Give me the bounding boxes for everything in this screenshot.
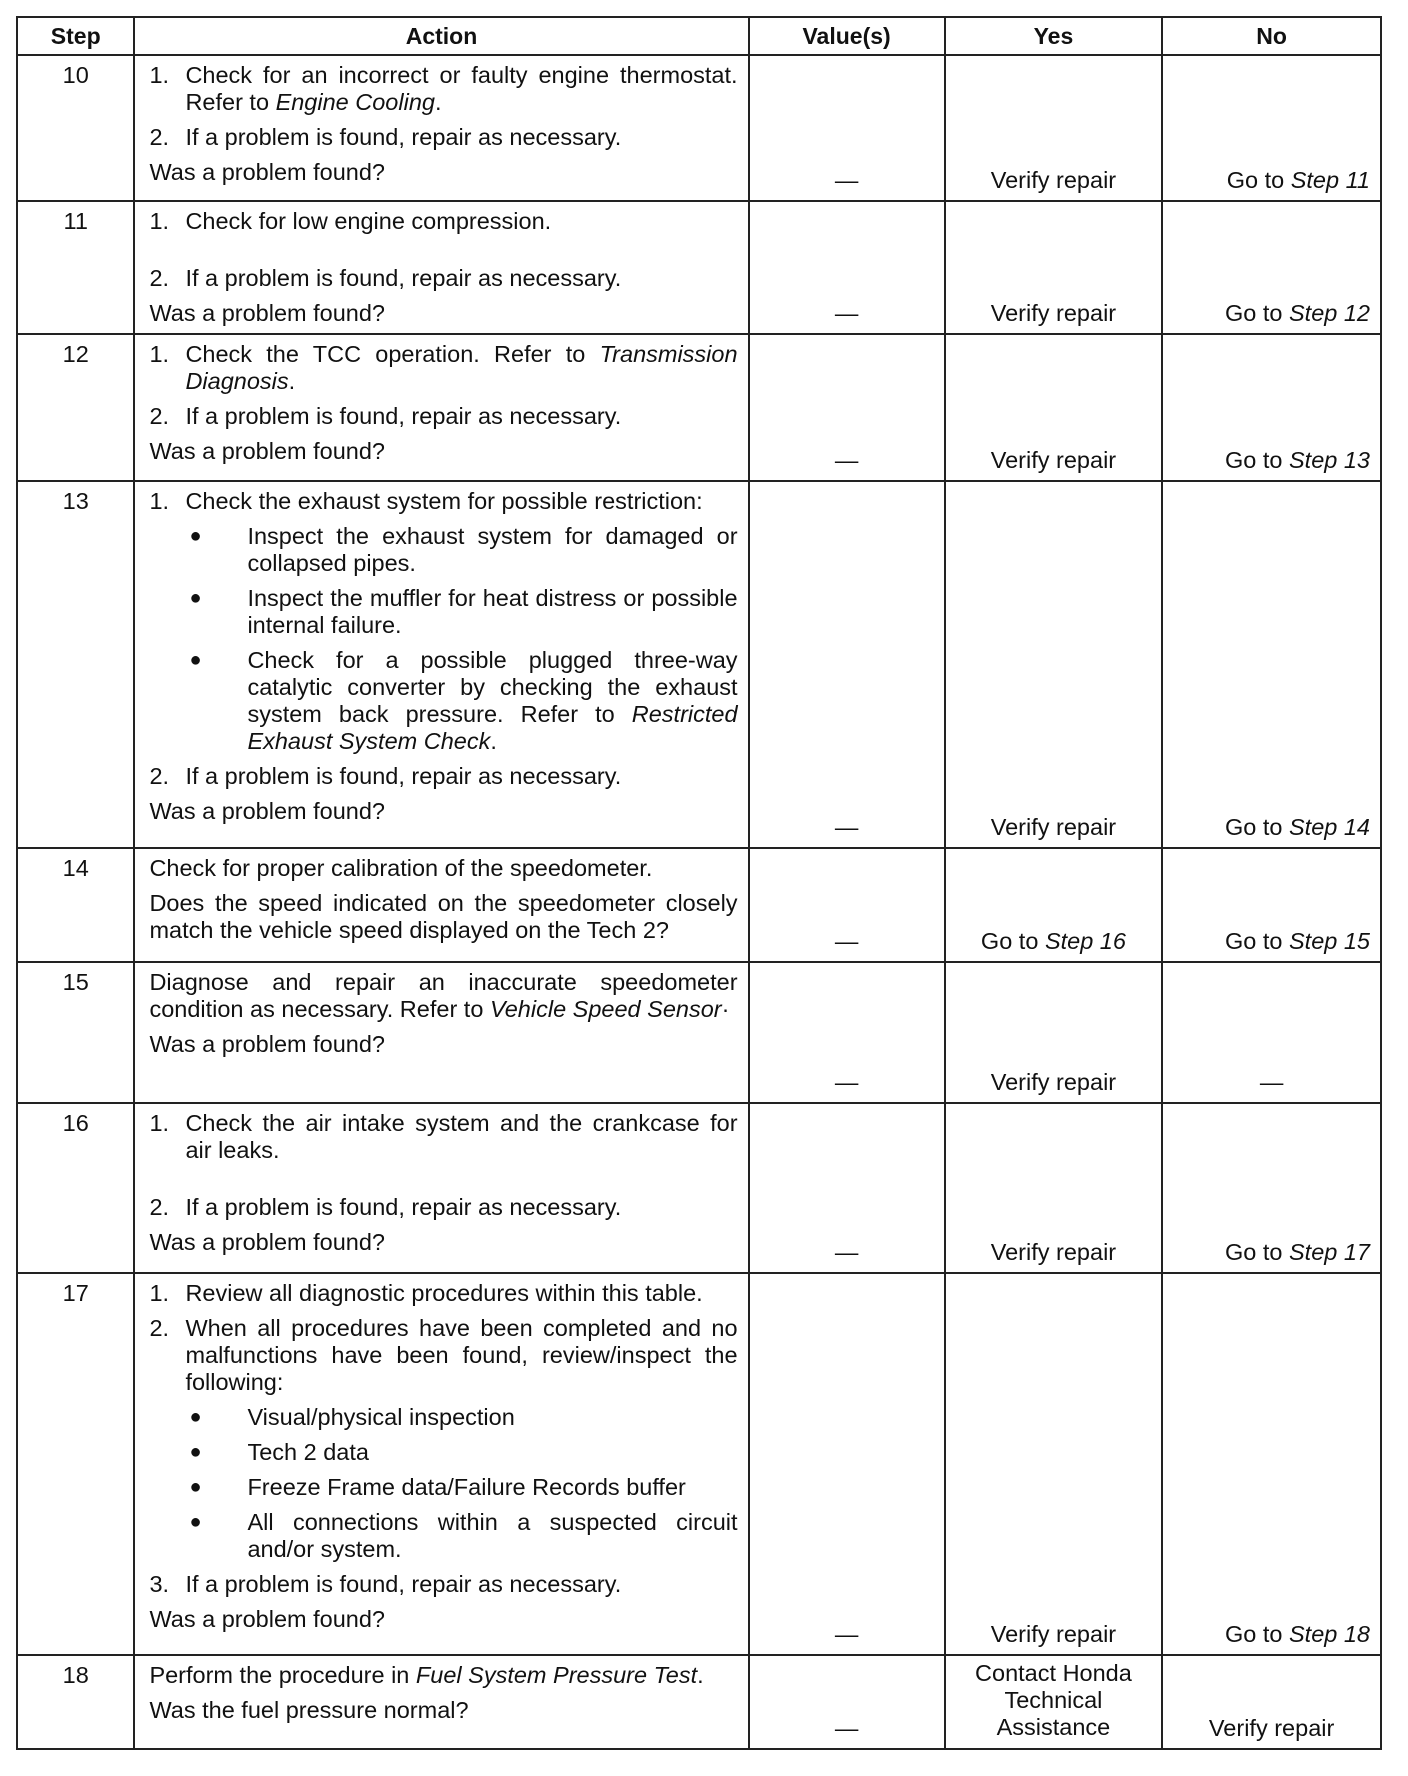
diagnostic-steps-table	[16, 16, 1382, 1750]
no-text: Go to	[1224, 928, 1289, 954]
item-number: 1.	[149, 1110, 170, 1136]
yes-cell	[945, 1655, 1163, 1749]
step-number: 13	[17, 481, 134, 848]
item-number: 3.	[149, 1571, 170, 1597]
no-text: Go to	[1224, 1621, 1289, 1647]
yes-cell	[945, 201, 1163, 334]
step-reference: Step 15	[1288, 928, 1370, 954]
question-text: Was a problem found?	[149, 1031, 385, 1057]
bullet-text: Tech 2 data	[247, 1439, 369, 1465]
bullet-text: Inspect the exhaust system for damaged or collapsed pipes.	[247, 523, 738, 576]
action-text: Perform the procedure in	[149, 1662, 416, 1688]
yes-text: Verify repair	[990, 447, 1117, 473]
bullet-text: Check for a possible plugged three-way catalytic converter by checking the exhaust system back pressure. Refer to	[247, 647, 738, 727]
header-no: No	[1162, 17, 1381, 55]
question-text: Was a problem found?	[149, 438, 385, 464]
no-text: —	[1259, 1069, 1284, 1095]
action-cell	[134, 55, 748, 201]
action-text: If a problem is found, repair as necessary.	[185, 403, 622, 429]
no-cell	[1162, 1655, 1381, 1749]
reference-text: Fuel System Pressure Test	[415, 1662, 698, 1688]
table-row	[17, 55, 1381, 201]
yes-text: Verify repair	[990, 814, 1117, 840]
table-row	[17, 962, 1381, 1103]
table-header-row	[17, 17, 1381, 55]
bullet-text: .	[490, 728, 497, 754]
no-text: Verify repair	[1208, 1715, 1335, 1741]
yes-cell	[945, 481, 1163, 848]
action-text: Check for an incorrect or faulty engine thermostat. Refer to	[185, 62, 738, 115]
no-cell	[1162, 481, 1381, 848]
step-number: 17	[17, 1273, 134, 1655]
no-cell	[1162, 55, 1381, 201]
table-row	[17, 201, 1381, 334]
value-cell	[749, 55, 945, 201]
header-step: Step	[17, 17, 134, 55]
value-text: —	[834, 300, 859, 326]
action-cell	[134, 481, 748, 848]
value-text: —	[834, 167, 859, 193]
step-number: 14	[17, 848, 134, 962]
value-cell	[749, 201, 945, 334]
no-cell	[1162, 201, 1381, 334]
step-reference: Step 18	[1288, 1621, 1370, 1647]
value-text: —	[834, 1069, 859, 1095]
action-cell	[134, 1103, 748, 1273]
action-text: .	[434, 89, 442, 115]
step-reference: Step 12	[1288, 300, 1370, 326]
no-text: Go to	[1226, 167, 1291, 193]
question-text: Does the speed indicated on the speedometer closely match the vehicle speed displayed on the Tech 2?	[149, 890, 738, 943]
header-yes: Yes	[945, 17, 1163, 55]
item-number: 2.	[149, 403, 170, 429]
no-cell	[1162, 848, 1381, 962]
value-cell	[749, 1273, 945, 1655]
yes-text: Verify repair	[990, 300, 1117, 326]
action-text: Check the TCC operation. Refer to	[185, 341, 600, 367]
action-text: If a problem is found, repair as necessary.	[185, 265, 622, 291]
reference-text: Engine Cooling	[275, 89, 435, 115]
diagnostic-table-page	[16, 16, 1382, 1750]
item-number: 1.	[149, 341, 170, 367]
question-text: Was a problem found?	[149, 1229, 385, 1255]
bullet-icon: ●	[189, 1476, 202, 1498]
action-text: If a problem is found, repair as necessary.	[185, 1571, 622, 1597]
yes-cell	[945, 1103, 1163, 1273]
bullet-icon: ●	[189, 649, 202, 671]
no-text: Go to	[1224, 814, 1289, 840]
yes-text: Contact Honda Technical Assistance	[975, 1660, 1132, 1740]
step-reference: Step 14	[1288, 814, 1370, 840]
item-number: 1.	[149, 62, 170, 88]
item-number: 2.	[149, 1194, 170, 1220]
yes-text: Go to	[980, 928, 1045, 954]
item-number: 1.	[149, 208, 170, 234]
step-number: 16	[17, 1103, 134, 1273]
action-text: Diagnose and repair an inaccurate speedometer condition as necessary. Refer to	[149, 969, 738, 1022]
action-text: Check for low engine compression.	[185, 208, 552, 234]
item-number: 2.	[149, 124, 170, 150]
step-number: 15	[17, 962, 134, 1103]
item-number: 1.	[149, 1280, 170, 1306]
action-text: When all procedures have been completed and no malfunctions have been found, review/inspect the following:	[185, 1315, 738, 1395]
value-text: —	[834, 928, 859, 954]
bullet-icon: ●	[189, 1511, 202, 1533]
step-number: 18	[17, 1655, 134, 1749]
step-reference: Step 13	[1288, 447, 1370, 473]
action-text: ·	[721, 996, 730, 1022]
action-cell	[134, 962, 748, 1103]
yes-text: Verify repair	[990, 167, 1117, 193]
bullet-icon: ●	[189, 1441, 202, 1463]
yes-cell	[945, 848, 1163, 962]
action-text: .	[288, 368, 296, 394]
reference-text: Restricted Exhaust System Check	[247, 701, 738, 754]
action-cell	[134, 1655, 748, 1749]
value-text: —	[834, 1621, 859, 1647]
action-cell	[134, 848, 748, 962]
no-cell	[1162, 334, 1381, 481]
table-row	[17, 1273, 1381, 1655]
value-cell	[749, 1655, 945, 1749]
bullet-text: Freeze Frame data/Failure Records buffer	[247, 1474, 686, 1500]
yes-cell	[945, 55, 1163, 201]
action-text: If a problem is found, repair as necessary.	[185, 763, 622, 789]
yes-cell	[945, 334, 1163, 481]
bullet-text: Visual/physical inspection	[247, 1404, 515, 1430]
header-action: Action	[134, 17, 748, 55]
value-text: —	[834, 1239, 859, 1265]
question-text: Was a problem found?	[149, 798, 385, 824]
yes-cell	[945, 962, 1163, 1103]
action-text: If a problem is found, repair as necessary.	[185, 1194, 622, 1220]
bullet-icon: ●	[189, 1406, 202, 1428]
value-text: —	[834, 1715, 859, 1741]
step-number: 12	[17, 334, 134, 481]
action-text: Check for proper calibration of the speedometer.	[149, 855, 653, 881]
bullet-text: Inspect the muffler for heat distress or possible internal failure.	[247, 585, 738, 638]
table-row	[17, 334, 1381, 481]
question-text: Was the fuel pressure normal?	[149, 1697, 469, 1723]
header-values: Value(s)	[749, 17, 945, 55]
action-cell	[134, 1273, 748, 1655]
step-reference: Step 17	[1288, 1239, 1370, 1265]
item-number: 2.	[149, 763, 170, 789]
action-text: Check the exhaust system for possible restriction:	[185, 488, 703, 514]
no-text: Go to	[1224, 1239, 1289, 1265]
value-text: —	[834, 447, 859, 473]
item-number: 2.	[149, 1315, 170, 1341]
action-cell	[134, 201, 748, 334]
table-row	[17, 1103, 1381, 1273]
question-text: Was a problem found?	[149, 159, 385, 185]
item-number: 1.	[149, 488, 170, 514]
bullet-icon: ●	[189, 587, 202, 609]
table-row	[17, 481, 1381, 848]
value-cell	[749, 1103, 945, 1273]
action-text: .	[697, 1662, 704, 1688]
yes-text: Verify repair	[990, 1621, 1117, 1647]
value-cell	[749, 848, 945, 962]
value-text: —	[834, 814, 859, 840]
value-cell	[749, 334, 945, 481]
no-text: Go to	[1224, 300, 1289, 326]
step-reference: Step 11	[1290, 167, 1370, 193]
yes-cell	[945, 1273, 1163, 1655]
step-number: 10	[17, 55, 134, 201]
step-number: 11	[17, 201, 134, 334]
action-text: Check the air intake system and the crankcase for air leaks.	[185, 1110, 738, 1163]
no-cell	[1162, 1103, 1381, 1273]
reference-text: Transmission Diagnosis	[185, 341, 738, 394]
table-row	[17, 1655, 1381, 1749]
step-reference: Step 16	[1044, 928, 1126, 954]
no-text: Go to	[1224, 447, 1289, 473]
action-text: Review all diagnostic procedures within this table.	[185, 1280, 703, 1306]
bullet-text: All connections within a suspected circuit and/or system.	[247, 1509, 738, 1562]
yes-text: Verify repair	[990, 1069, 1117, 1095]
item-number: 2.	[149, 265, 170, 291]
value-cell	[749, 962, 945, 1103]
action-cell	[134, 334, 748, 481]
bullet-icon: ●	[189, 525, 202, 547]
question-text: Was a problem found?	[149, 1606, 385, 1632]
no-cell	[1162, 1273, 1381, 1655]
no-cell	[1162, 962, 1381, 1103]
yes-text: Verify repair	[990, 1239, 1117, 1265]
question-text: Was a problem found?	[149, 300, 385, 326]
reference-text: Vehicle Speed Sensor	[489, 996, 722, 1022]
table-row	[17, 848, 1381, 962]
action-text: If a problem is found, repair as necessary.	[185, 124, 622, 150]
value-cell	[749, 481, 945, 848]
